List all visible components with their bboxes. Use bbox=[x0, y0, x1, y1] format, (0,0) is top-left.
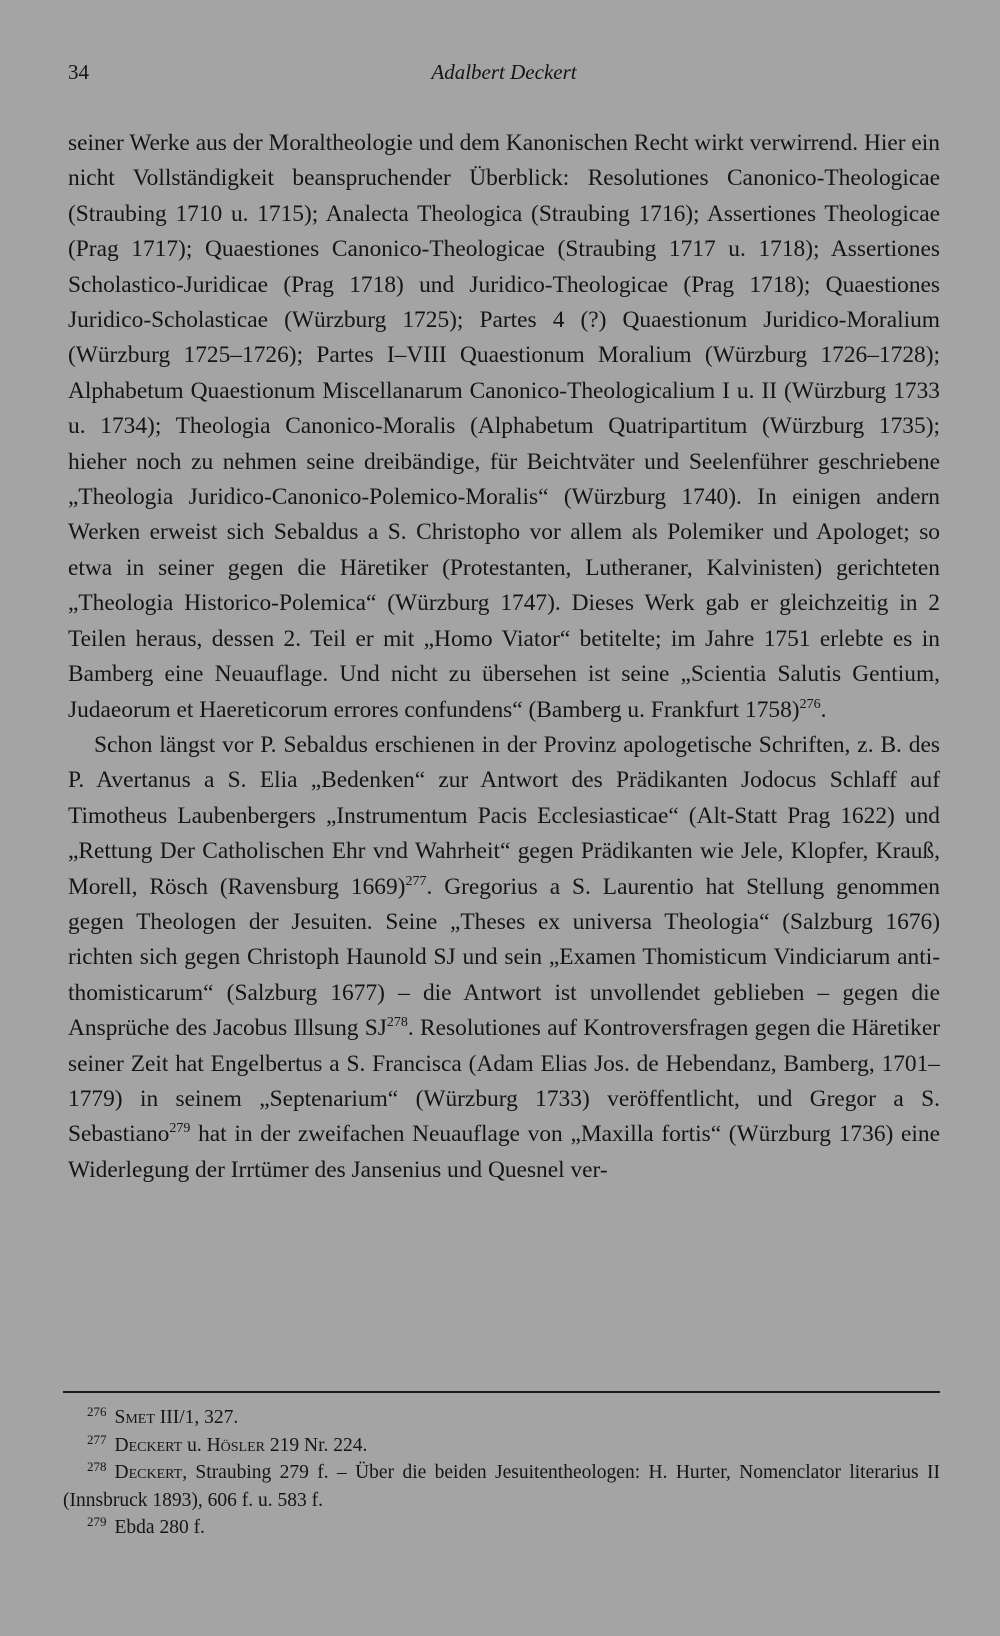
footnote-ref-276: 276 bbox=[799, 696, 821, 712]
footnote-author: Deckert bbox=[114, 1434, 183, 1456]
running-head bbox=[68, 60, 940, 92]
footnote-ref-279: 279 bbox=[169, 1121, 191, 1137]
footnote-number: 276 bbox=[87, 1404, 107, 1419]
footnote-276 bbox=[63, 1404, 940, 1432]
paragraph-2-text-a: Schon längst vor P. Sebaldus erschienen in der Provinz apologetische Schriften, z. B. des P. Avertanus a S. Elia „Bedenken“ zur Antwort des Prädikanten Jodocus Schlaff auf Timotheus Laubenbergers „Instrumentum Pacis Ecclesiasticae“ (Alt-Statt Prag 1622) und „Rettung Der Catholischen Ehr vnd Wahrheit“ gegen Prädikanten wie Jele, Klopfer, Krauß, Morell, Rösch (Ravensburg 1669) bbox=[68, 731, 940, 900]
body-text bbox=[68, 126, 940, 1188]
footnote-author: Smet bbox=[114, 1407, 155, 1428]
footnote-text: 219 Nr. 224. bbox=[264, 1434, 368, 1456]
footnote-connector: u. bbox=[182, 1434, 207, 1456]
footnote-text: III/1, 327. bbox=[154, 1407, 239, 1428]
footnote-text: Ebda 280 f. bbox=[114, 1517, 205, 1538]
footnote-author: Deckert bbox=[114, 1462, 183, 1483]
footnote-rule bbox=[63, 1391, 940, 1393]
footnote-279 bbox=[63, 1514, 940, 1542]
footnote-text: , Straubing 279 f. – Über die beiden Jesuitentheologen: H. Hurter, Nomenclator literarius II (Innsbruck 1893), 606 f. u. 583 f. bbox=[63, 1462, 940, 1511]
paragraph-1-text: seiner Werke aus der Moraltheologie und dem Kanonischen Recht wirkt verwirrend. Hier ein nicht Vollständigkeit beanspruchender Überblick: Resolutiones Canonico-Theologicae (Straubing 1710 u. 1715); Analecta Theologica (Straubing 1716); Assertiones Theologicae (Prag 1717); Quaestiones Canonico-Theologicae (Straubing 1717 u. 1718); Assertiones Scholastico-Juridicae (Prag 1718) und Juridico-Theologicae (Prag 1718); Quaestiones Juridico-Scholasticae (Würzburg 1725); Partes 4 (?) Quaestionum Juridico-Moralium (Würzburg 1725–1726); Partes I–VIII Quaestionum Moralium (Würzburg 1726–1728); Alphabetum Quaestionum Miscellanarum Canonico-Theologicalium I u. II (Würzburg 1733 u. 1734); Theologia Canonico-Moralis (Alphabetum Quatripartitum (Würzburg 1735); hieher noch zu nehmen seine dreibändige, für Beichtväter und Seelenführer geschriebene „Theologia Juridico-Canonico-Polemico-Moralis“ (Würzburg 1740). In einigen andern Werken erweist sich Sebaldus a S. Christopho vor allem als Polemiker und Apologet; so etwa in seiner gegen die Häretiker (Protestanten, Lutheraner, Kalvinisten) gerichteten „Theologia Historico-Polemica“ (Würzburg 1747). Dieses Werk gab er gleichzeitig in 2 Teilen heraus, dessen 2. Teil er mit „Homo Viator“ betitelte; im Jahre 1751 erlebte es in Bamberg eine Neuauflage. Und nicht zu übersehen ist seine „Scientia Salutis Gentium, Judaeorum et Haereticorum errores confundens“ (Bamberg u. Frankfurt 1758) bbox=[68, 130, 940, 723]
footnote-278 bbox=[63, 1459, 940, 1514]
footnote-number: 277 bbox=[87, 1431, 107, 1447]
footnote-ref-277: 277 bbox=[405, 873, 427, 889]
paragraph-1-end: . bbox=[820, 696, 827, 723]
paragraph-1 bbox=[68, 126, 940, 728]
footnote-author-2: Hösler bbox=[206, 1434, 265, 1456]
paragraph-2-text-d: hat in der zweifachen Neuauflage von „Maxilla fortis“ (Würzburg 1736) eine Widerlegung der Irrtümer des Jansenius und Quesnel ver- bbox=[68, 1121, 940, 1183]
footnotes bbox=[63, 1404, 940, 1542]
page-number: 34 bbox=[68, 60, 89, 84]
paragraph-2-text-b: . Gregorius a S. Laurentio hat Stellung genommen gegen Theologen der Jesuiten. Seine „Theses ex universa Theologia“ (Salzburg 1676) richten sich gegen Christoph Haunold SJ und sein „Examen Thomisticum Vindiciarum anti-thomisticarum“ (Salzburg 1677) – die Antwort ist unvollendet geblieben – gegen die Ansprüche des Jacobus Illsung SJ bbox=[68, 873, 940, 1042]
paragraph-2 bbox=[68, 728, 940, 1188]
footnote-277 bbox=[63, 1432, 940, 1460]
paragraph-2-text-c: . Resolutiones auf Kontroversfragen gegen die Häretiker seiner Zeit hat Engelbertus a S. Francisca (Adam Elias Jos. de Hebendanz, Bamberg, 1701–1779) in seinem „Septenarium“ (Würzburg 1733) veröffentlicht, und Gregor a S. Sebastiano bbox=[68, 1015, 940, 1148]
footnote-ref-278: 278 bbox=[386, 1015, 408, 1031]
footnote-number: 278 bbox=[87, 1459, 107, 1474]
running-title: Adalbert Deckert bbox=[431, 60, 577, 84]
footnote-number: 279 bbox=[87, 1514, 107, 1529]
